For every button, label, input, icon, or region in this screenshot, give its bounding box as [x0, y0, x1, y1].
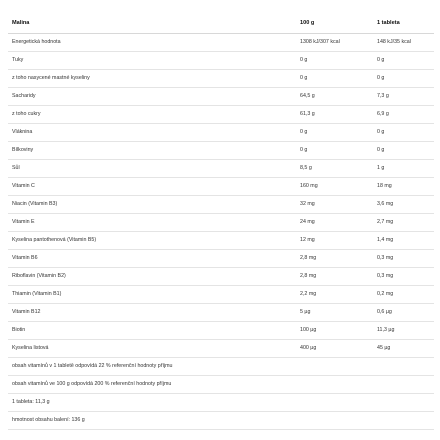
row-name-cell: Vitamin B6: [12, 255, 38, 261]
row-per-tablet-cell: 0 g: [377, 57, 385, 63]
note-row: [8, 394, 434, 412]
row-per-100g-cell: 2,8 mg: [300, 273, 317, 279]
row-per-100g-cell: 5 µg: [300, 309, 311, 315]
table-row: [8, 196, 434, 214]
row-name-cell: z toho cukry: [12, 111, 41, 117]
row-per-100g-cell: 2,2 mg: [300, 291, 317, 297]
table-row: [8, 106, 434, 124]
row-per-100g-cell: 0 g: [300, 75, 308, 81]
table-row: [8, 340, 434, 358]
row-name-cell: Vitamin E: [12, 219, 35, 225]
row-per-tablet-cell: 0 g: [377, 75, 385, 81]
table-row: [8, 160, 434, 178]
nutrition-table: [8, 14, 434, 430]
table-row: [8, 88, 434, 106]
table-row: [8, 178, 434, 196]
row-name-cell: z toho nasycené mastné kyseliny: [12, 75, 90, 81]
row-per-tablet-cell: 6,9 g: [377, 111, 389, 117]
note-text: obsah vitamínů ve 100 g odpovídá 200 % referenční hodnoty příjmu: [12, 381, 172, 387]
row-per-tablet-cell: 0,6 µg: [377, 309, 392, 315]
table-row: [8, 232, 434, 250]
row-per-tablet-cell: 11,3 µg: [377, 327, 395, 333]
table-row: [8, 286, 434, 304]
row-per-tablet-cell: 18 mg: [377, 183, 392, 189]
row-per-tablet-cell: 0 g: [377, 129, 385, 135]
column-header-per-100g: 100 g: [300, 20, 315, 26]
row-per-100g-cell: 8,5 g: [300, 165, 312, 171]
table-row: [8, 214, 434, 232]
row-per-100g-cell: 32 mg: [300, 201, 315, 207]
row-per-100g-cell: 160 mg: [300, 183, 318, 189]
row-per-tablet-cell: 148 kJ/35 kcal: [377, 39, 411, 45]
row-name-cell: Bílkoviny: [12, 147, 34, 153]
row-per-100g-cell: 0 g: [300, 57, 308, 63]
table-row: [8, 124, 434, 142]
table-row: [8, 250, 434, 268]
row-per-100g-cell: 0 g: [300, 147, 308, 153]
column-header-name: Malina: [12, 20, 30, 26]
row-per-tablet-cell: 45 µg: [377, 345, 391, 351]
table-row: [8, 142, 434, 160]
note-text: 1 tableta: 11,3 g: [12, 399, 50, 405]
row-name-cell: Thiamin (Vitamin B1): [12, 291, 62, 297]
row-per-100g-cell: 1308 kJ/307 kcal: [300, 39, 340, 45]
note-row: [8, 412, 434, 430]
table-row: [8, 70, 434, 88]
row-name-cell: Vitamin C: [12, 183, 35, 189]
row-name-cell: Kyselina pantothenová (Vitamin B5): [12, 237, 97, 243]
row-per-100g-cell: 400 µg: [300, 345, 317, 351]
row-per-100g-cell: 100 µg: [300, 327, 317, 333]
row-name-cell: Vláknina: [12, 129, 33, 135]
row-per-100g-cell: 0 g: [300, 129, 308, 135]
note-row: [8, 358, 434, 376]
row-name-cell: Tuky: [12, 57, 24, 63]
row-name-cell: Niacin (Vitamin B3): [12, 201, 58, 207]
column-header-per-tablet: 1 tableta: [377, 20, 400, 26]
row-per-tablet-cell: 1 g: [377, 165, 385, 171]
table-header-row: [8, 14, 434, 34]
row-per-100g-cell: 64,5 g: [300, 93, 315, 99]
row-name-cell: Sůl: [12, 165, 20, 171]
row-name-cell: Biotin: [12, 327, 26, 333]
table-body: [8, 34, 434, 358]
row-per-tablet-cell: 0 g: [377, 147, 385, 153]
row-name-cell: Energetická hodnota: [12, 39, 61, 45]
row-per-tablet-cell: 0,3 mg: [377, 255, 394, 261]
row-per-100g-cell: 24 mg: [300, 219, 315, 225]
table-row: [8, 268, 434, 286]
row-per-100g-cell: 12 mg: [300, 237, 315, 243]
note-text: hmotnost obsahu balení: 136 g: [12, 417, 85, 423]
row-name-cell: Sacharidy: [12, 93, 36, 99]
row-per-tablet-cell: 0,2 mg: [377, 291, 394, 297]
row-name-cell: Riboflavin (Vitamin B2): [12, 273, 66, 279]
row-per-tablet-cell: 7,3 g: [377, 93, 389, 99]
note-row: [8, 376, 434, 394]
row-per-100g-cell: 61,3 g: [300, 111, 315, 117]
row-per-tablet-cell: 2,7 mg: [377, 219, 394, 225]
row-per-tablet-cell: 3,6 mg: [377, 201, 394, 207]
row-per-tablet-cell: 1,4 mg: [377, 237, 394, 243]
row-per-tablet-cell: 0,3 mg: [377, 273, 394, 279]
table-notes: [8, 358, 434, 430]
table-row: [8, 52, 434, 70]
note-text: obsah vitamínů v 1 tabletě odpovídá 22 % referenční hodnoty příjmu: [12, 363, 173, 369]
row-per-100g-cell: 2,8 mg: [300, 255, 317, 261]
table-row: [8, 322, 434, 340]
row-name-cell: Vitamin B12: [12, 309, 41, 315]
row-name-cell: Kyselina listová: [12, 345, 49, 351]
table-row: [8, 304, 434, 322]
table-row: [8, 34, 434, 52]
